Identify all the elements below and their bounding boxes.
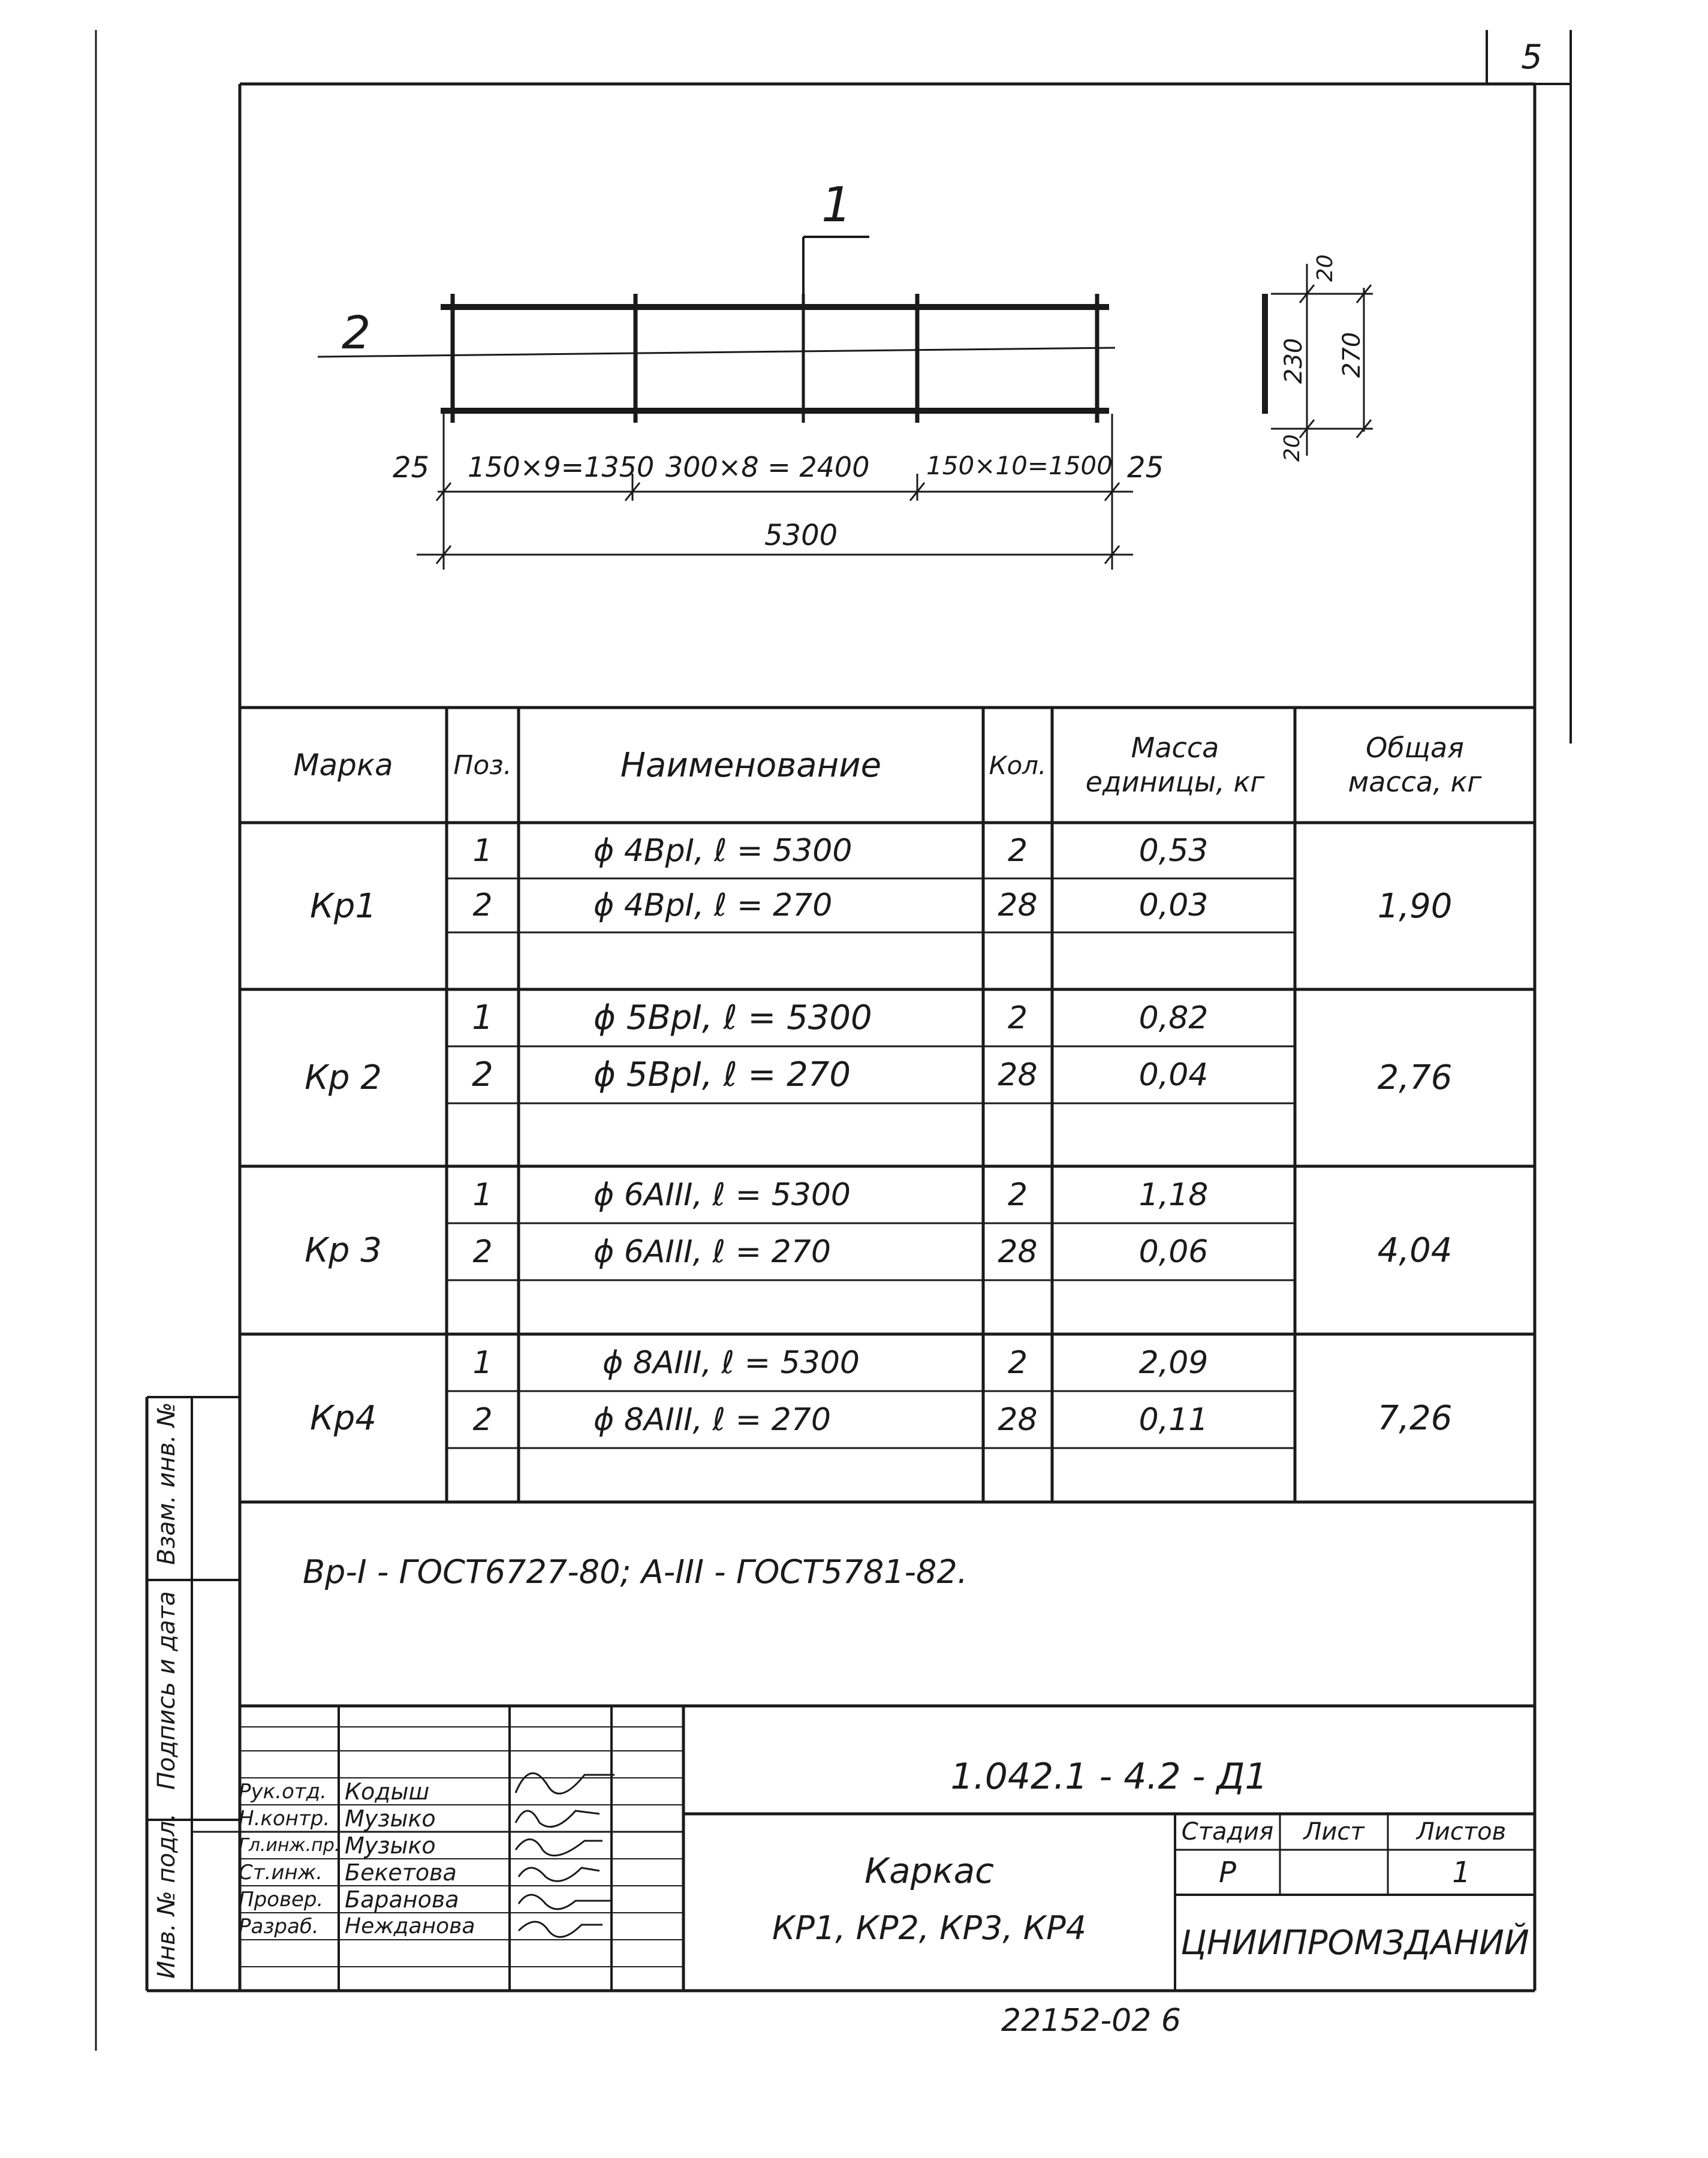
- signer-name-3: Музыко: [345, 1832, 436, 1859]
- header-mark: Марка: [293, 748, 393, 782]
- g2-row1-mass: 0,82: [1138, 1000, 1209, 1036]
- signer-role-5: Провер.: [239, 1887, 324, 1912]
- g4-row1-name: ϕ 8АIII, ℓ = 5300: [603, 1344, 860, 1381]
- group-mark-3: Кр 3: [305, 1230, 382, 1270]
- signature-2: [516, 1811, 600, 1827]
- signature-5: [519, 1895, 611, 1909]
- signature-3: [516, 1840, 603, 1856]
- g3-row1-pos: 1: [472, 1176, 493, 1213]
- group-mark-4: Кр4: [310, 1398, 376, 1438]
- header-pos: Поз.: [453, 750, 512, 781]
- signer-name-2: Музыко: [345, 1805, 436, 1832]
- signer-name-6: Нежданова: [345, 1914, 475, 1939]
- g2-row1-qty: 2: [1007, 1000, 1028, 1036]
- dim-segment-2: 300×8 = 2400: [665, 451, 870, 483]
- group-mark-2: Кр 2: [305, 1058, 382, 1097]
- g3-row2-qty: 28: [998, 1233, 1038, 1270]
- g1-row1-pos: 1: [472, 832, 493, 869]
- dim-right-margin: 25: [1127, 451, 1164, 484]
- header-unit-mass: Масса единицы, кг: [1085, 731, 1265, 798]
- g2-row2-qty: 28: [998, 1057, 1038, 1093]
- footer-number: 22152-02 6: [1001, 2003, 1181, 2039]
- callout-2-leader: [318, 348, 1115, 357]
- signature-4: [519, 1868, 600, 1881]
- sheets-header: Листов: [1416, 1818, 1507, 1846]
- g3-row2-name: ϕ 6АIII, ℓ = 270: [594, 1233, 831, 1270]
- g1-row1-name: ϕ 4ВрI, ℓ = 5300: [594, 832, 853, 869]
- g2-row1-name: ϕ 5ВрI, ℓ = 5300: [594, 998, 872, 1037]
- callout-2-label: 2: [342, 306, 371, 359]
- g3-row2-pos: 2: [472, 1233, 493, 1270]
- section-dim-bottom: 20: [1280, 434, 1305, 462]
- header-total-mass: Общая масса, кг: [1348, 731, 1482, 798]
- g1-row2-pos: 2: [472, 887, 493, 923]
- signature-1: [516, 1773, 614, 1793]
- g2-row2-pos: 2: [472, 1055, 493, 1094]
- signature-6: [519, 1922, 603, 1937]
- g4-row2-mass: 0,11: [1138, 1401, 1209, 1438]
- group-total-1: 1,90: [1377, 886, 1453, 926]
- g4-row2-qty: 28: [998, 1401, 1038, 1438]
- header-name: Наименование: [620, 745, 882, 785]
- group-total-2: 2,76: [1377, 1058, 1453, 1097]
- g2-row2-name: ϕ 5ВрI, ℓ = 270: [594, 1055, 851, 1094]
- g2-row2-mass: 0,04: [1138, 1057, 1209, 1093]
- document-code: 1.042.1 - 4.2 - Д1: [950, 1755, 1268, 1798]
- page-number: 5: [1521, 37, 1543, 77]
- signer-name-1: Кодыш: [345, 1778, 430, 1805]
- material-note: Вр-I - ГОСТ6727-80; А-III - ГОСТ5781-82.: [303, 1553, 968, 1591]
- g1-row2-mass: 0,03: [1138, 887, 1209, 923]
- group-total-3: 4,04: [1377, 1230, 1453, 1270]
- signer-role-2: Н.контр.: [239, 1806, 330, 1831]
- g1-row2-qty: 28: [998, 887, 1038, 923]
- g4-row1-pos: 1: [472, 1344, 493, 1381]
- dim-segment-3: 150×10=1500: [926, 451, 1113, 480]
- g3-row1-mass: 1,18: [1138, 1176, 1209, 1213]
- title-line-2: КР1, КР2, КР3, КР4: [772, 1909, 1087, 1947]
- signer-role-1: Рук.отд.: [239, 1779, 327, 1804]
- section-dim-inner-label: 230: [1280, 338, 1308, 384]
- stamp-inv-original: Инв. № подл.: [153, 1813, 180, 1979]
- title-line-1: Каркас: [864, 1850, 994, 1891]
- g1-row2-name: ϕ 4ВрI, ℓ = 270: [594, 887, 833, 923]
- organization-name: ЦНИИПРОМЗДАНИЙ: [1180, 1923, 1529, 1963]
- group-total-4: 7,26: [1377, 1398, 1453, 1438]
- dim-left-margin: 25: [393, 451, 430, 484]
- dim-segment-1: 150×9=1350: [468, 451, 655, 483]
- signer-role-6: Разраб.: [239, 1914, 319, 1939]
- g3-row1-name: ϕ 6АIII, ℓ = 5300: [594, 1176, 851, 1213]
- section-dim-top: 20: [1313, 254, 1338, 282]
- stamp-inv-replace: Взам. инв. №: [153, 1402, 180, 1565]
- signer-name-5: Баранова: [345, 1886, 459, 1913]
- signer-name-4: Бекетова: [345, 1859, 457, 1886]
- group-mark-1: Кр1: [310, 886, 376, 926]
- stage-header: Стадия: [1181, 1818, 1274, 1846]
- sheets-value: 1: [1452, 1855, 1471, 1889]
- g3-row1-qty: 2: [1007, 1176, 1028, 1213]
- sheet-header: Лист: [1303, 1818, 1364, 1846]
- sheet-value: [1280, 1850, 1388, 1895]
- section-dim-outer-label: 270: [1338, 332, 1366, 378]
- dim-total: 5300: [764, 519, 838, 552]
- g1-row1-mass: 0,53: [1138, 832, 1209, 869]
- g3-row2-mass: 0,06: [1138, 1233, 1209, 1270]
- stamp-sign-date: Подпись и дата: [153, 1591, 180, 1790]
- header-qty: Кол.: [989, 750, 1047, 780]
- g4-row1-qty: 2: [1007, 1344, 1028, 1381]
- g4-row1-mass: 2,09: [1138, 1344, 1209, 1381]
- stage-value: Р: [1219, 1855, 1236, 1889]
- g4-row2-pos: 2: [472, 1401, 493, 1438]
- g4-row2-name: ϕ 8АIII, ℓ = 270: [594, 1401, 831, 1438]
- signer-role-4: Ст.инж.: [239, 1860, 323, 1885]
- callout-1-label: 1: [821, 177, 852, 233]
- signer-role-3: Гл.инж.пр.: [239, 1835, 341, 1856]
- g1-row1-qty: 2: [1007, 832, 1028, 869]
- g2-row1-pos: 1: [472, 998, 493, 1037]
